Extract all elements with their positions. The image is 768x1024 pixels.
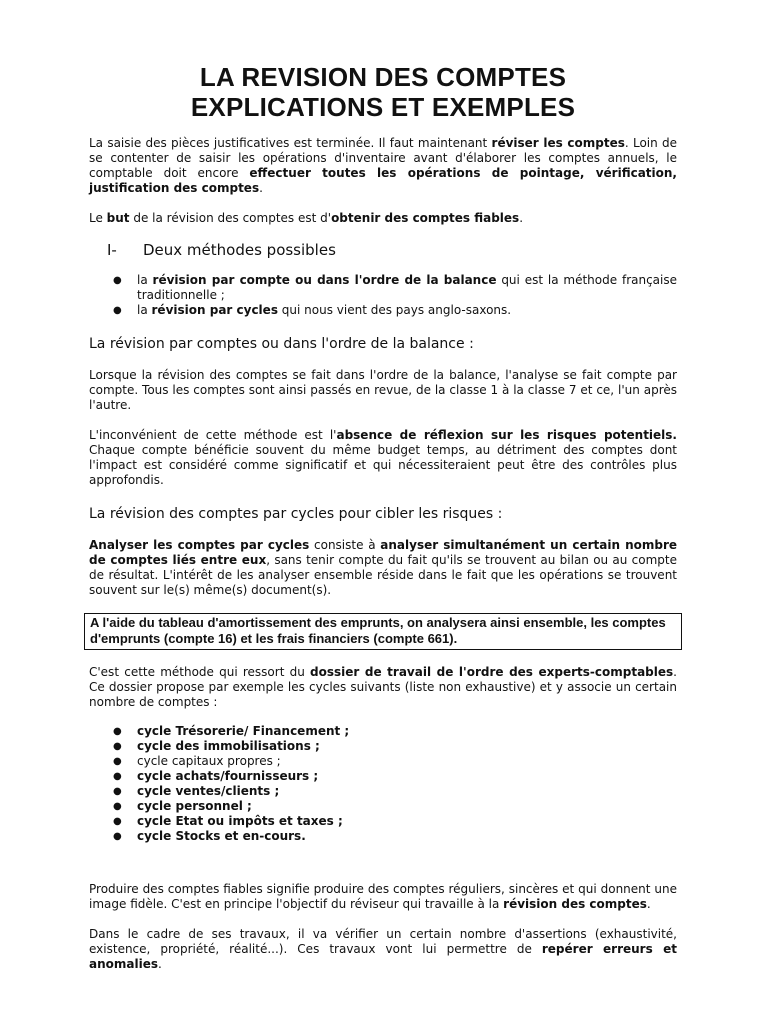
- list-item: [89, 754, 677, 769]
- bullet-icon: ●: [113, 741, 122, 752]
- balance-paragraph-2: [89, 428, 677, 488]
- bold-text: réviser les comptes: [491, 136, 625, 150]
- bold-text: repérer erreurs et anomalies: [89, 942, 677, 971]
- bold-text: absence de réflexion sur les risques potentiels.: [336, 428, 677, 442]
- list-item: [89, 829, 677, 844]
- text-span: Dans le cadre de ses travaux, il va vérifier un certain nombre d'assertions (exhaustivité, existence, propriété, réalité...). Ces travaux vont lui permettre de: [89, 927, 677, 956]
- list-item: [89, 799, 677, 814]
- bold-text: révision par compte ou dans l'ordre de la balance: [152, 273, 497, 287]
- text-span: .: [519, 211, 524, 225]
- closing-paragraph-2: [89, 927, 677, 972]
- document-title: [89, 62, 677, 122]
- section-1-title: Deux méthodes possibles: [143, 241, 336, 259]
- bold-text: cycle achats/fournisseurs ;: [137, 769, 319, 783]
- text-span: consiste à: [309, 538, 381, 552]
- text-span: , sans tenir compte du fait qu'ils se trouvent au bilan ou au compte de résultat. L'intérêt de les analyser ensemble réside dans le fait que les opérations se trouvent souvent sur le(s) même(s) document(s).: [89, 553, 678, 597]
- bold-text: cycle personnel ;: [137, 799, 252, 813]
- balance-paragraph-1: [89, 368, 677, 413]
- bullet-icon: ●: [113, 275, 122, 286]
- bullet-icon: ●: [113, 771, 122, 782]
- list-item: [89, 273, 677, 303]
- closing-paragraph-1: [89, 882, 677, 912]
- text-span: C'est cette méthode qui ressort du: [89, 665, 311, 679]
- bullet-icon: ●: [113, 801, 122, 812]
- bold-text: but: [106, 211, 130, 225]
- intro-paragraph: [89, 136, 677, 196]
- text-span: . Ce dossier propose par exemple les cycles suivants (liste non exhaustive) et y associe un certain nombre de comptes :: [89, 665, 677, 709]
- bullet-icon: ●: [113, 831, 122, 842]
- text-span: .: [259, 181, 263, 195]
- section-1-number: I-: [107, 241, 117, 259]
- bullet-icon: ●: [113, 816, 122, 827]
- text-span: qui nous vient des pays anglo-saxons.: [277, 303, 512, 317]
- title-line-2: EXPLICATIONS ET EXEMPLES: [190, 92, 576, 122]
- list-item: [89, 303, 677, 318]
- bold-text: cycle Trésorerie/ Financement ;: [137, 724, 350, 738]
- list-item: [89, 769, 677, 784]
- bullet-icon: ●: [113, 786, 122, 797]
- bold-text: dossier de travail de l'ordre des experts-comptables: [310, 665, 674, 679]
- bold-text: cycle Stocks et en-cours.: [137, 829, 306, 843]
- section-1-heading: [89, 241, 677, 259]
- heading-cycles: La révision des comptes par cycles pour cibler les risques :: [89, 506, 503, 522]
- heading-balance: La révision par comptes ou dans l'ordre de la balance :: [89, 336, 474, 352]
- bullet-icon: ●: [113, 305, 122, 316]
- text-span: Produire des comptes fiables signifie produire des comptes réguliers, sincères et qui donnent une image fidèle. C'est en principe l'objectif du réviseur qui travaille à la: [89, 882, 677, 911]
- text-span: Chaque compte bénéficie souvent du même budget temps, au détriment des comptes dont l'impact est considéré comme significatif et qui nécessiteraient peut être des contrôles plus approfondis.: [89, 443, 677, 487]
- text-span: la: [137, 303, 152, 317]
- bold-text: cycle Etat ou impôts et taxes ;: [137, 814, 343, 828]
- text-span: qui est la méthode française traditionnelle ;: [137, 273, 678, 302]
- cycles-paragraph-1: [89, 538, 677, 598]
- list-item: [89, 724, 677, 739]
- bold-text: cycle des immobilisations ;: [137, 739, 320, 753]
- text-span: . Loin de se contenter de saisir les opérations d'inventaire avant d'élaborer les comptes annuels, le comptable doit encore: [89, 136, 678, 180]
- cycles-paragraph-2: [89, 665, 677, 710]
- document-page: [89, 62, 677, 972]
- bold-text: révision par cycles: [151, 303, 278, 317]
- bold-text: analyser simultanément un certain nombre de comptes liés entre eux: [89, 538, 678, 567]
- bold-text: Analyser les comptes par cycles: [89, 538, 310, 552]
- boxed-example-note: A l'aide du tableau d'amortissement des emprunts, on analysera ainsi ensemble, les comptes d'emprunts (compte 16) et les frais financiers (compte 661).: [84, 613, 682, 650]
- goal-paragraph: [89, 211, 677, 226]
- list-item: [89, 739, 677, 754]
- text-span: La saisie des pièces justificatives est terminée. Il faut maintenant: [89, 136, 492, 150]
- bullet-icon: ●: [113, 726, 122, 737]
- text-span: .: [646, 897, 651, 911]
- bullet-icon: ●: [113, 756, 122, 767]
- text-span: la: [137, 273, 153, 287]
- title-line-1: LA REVISION DES COMPTES: [199, 62, 567, 92]
- list-item: [89, 814, 677, 829]
- bold-text: cycle ventes/clients ;: [137, 784, 280, 798]
- bold-text: obtenir des comptes fiables: [331, 211, 520, 225]
- list-item: [89, 784, 677, 799]
- text-span: cycle capitaux propres ;: [137, 754, 281, 768]
- methods-list: [89, 273, 677, 318]
- bold-text: révision des comptes: [503, 897, 647, 911]
- text-span: de la révision des comptes est d': [129, 211, 332, 225]
- text-span: .: [158, 957, 162, 971]
- text-span: Le: [89, 211, 107, 225]
- text-span: L'inconvénient de cette méthode est l': [89, 428, 337, 442]
- text-span: Lorsque la révision des comptes se fait dans l'ordre de la balance, l'analyse se fait compte par compte. Tous les comptes sont ainsi passés en revue, de la classe 1 à la classe 7 et ce, l'un après l'autre.: [89, 368, 677, 412]
- cycle-list: [89, 724, 677, 844]
- bold-text: effectuer toutes les opérations de pointage, vérification, justification des comptes: [89, 166, 677, 195]
